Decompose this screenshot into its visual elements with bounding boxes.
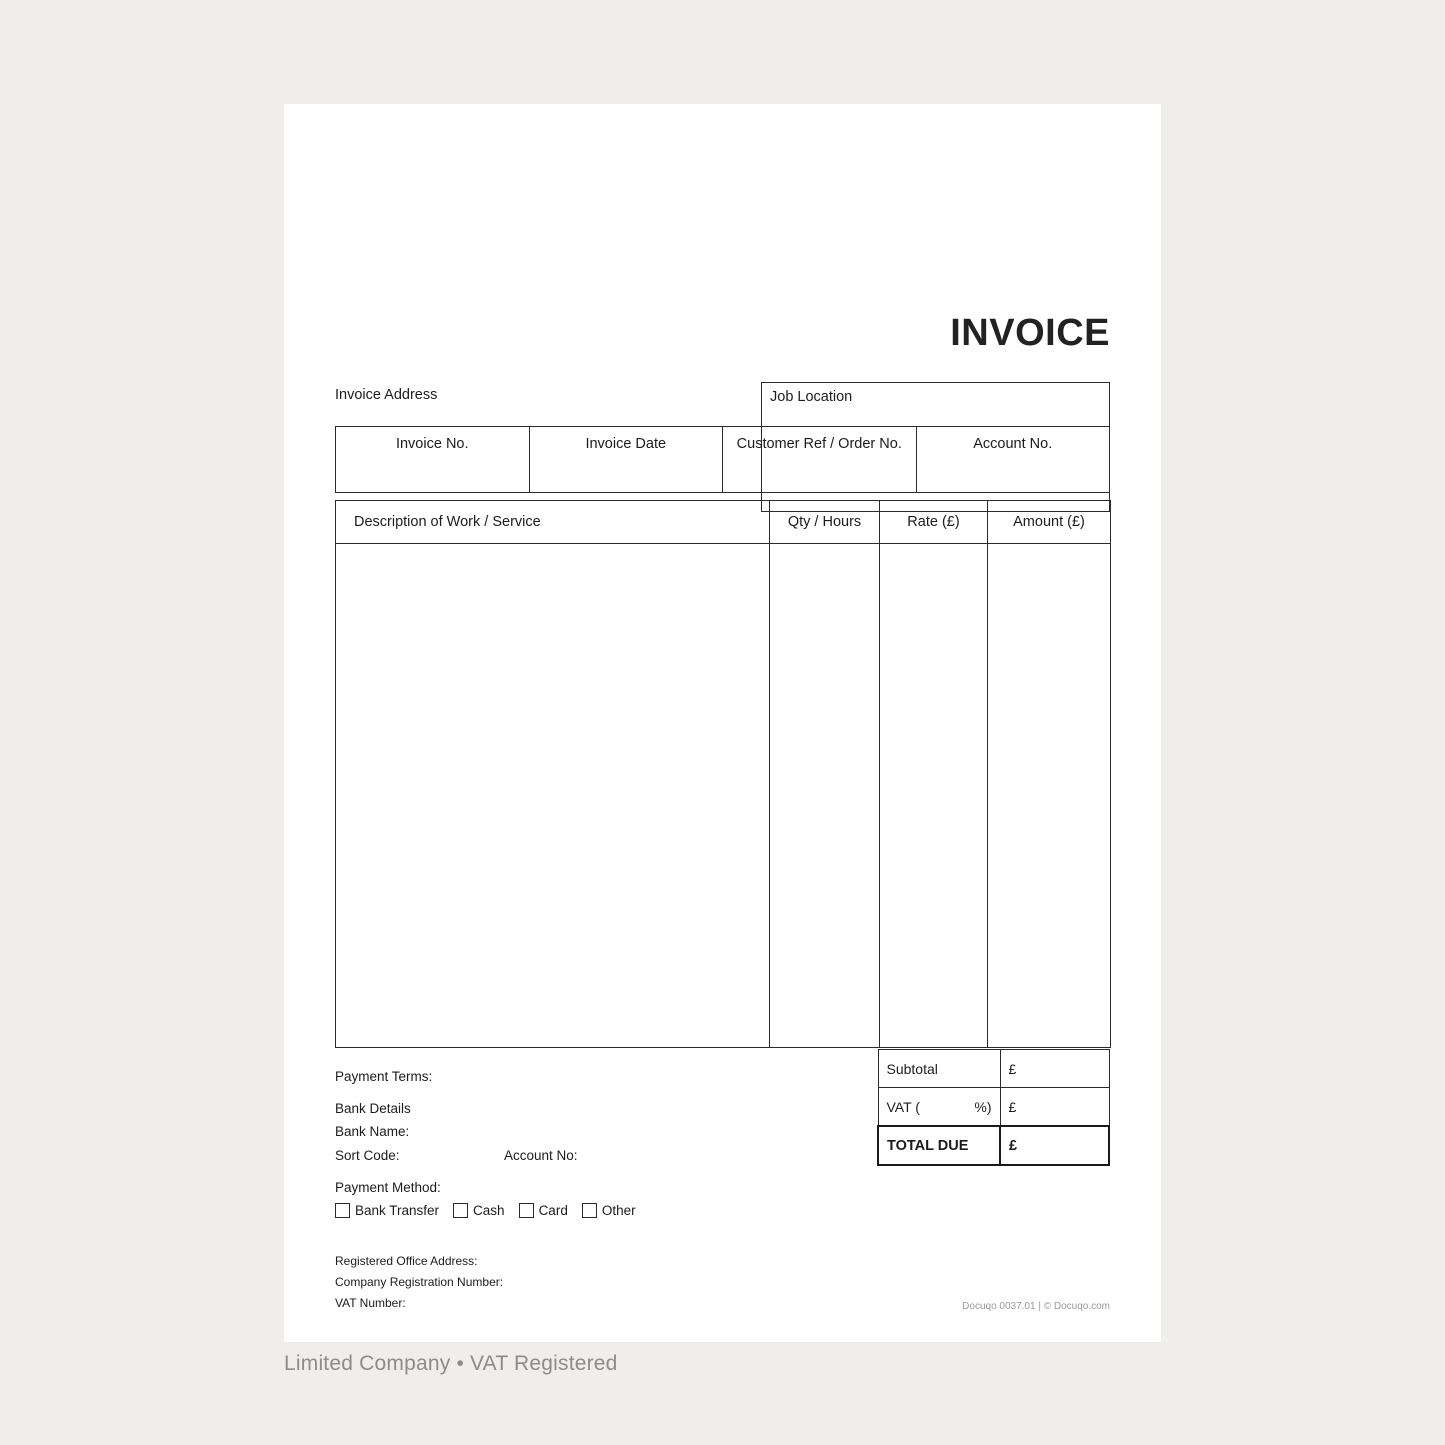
checkbox-icon[interactable] bbox=[582, 1203, 597, 1218]
payment-option-label: Cash bbox=[473, 1203, 505, 1218]
column-header-description: Description of Work / Service bbox=[336, 501, 770, 544]
table-row bbox=[336, 427, 1110, 493]
totals-table bbox=[877, 1049, 1110, 1166]
vat-value[interactable]: £ bbox=[1000, 1088, 1109, 1127]
column-header-qty: Qty / Hours bbox=[770, 501, 880, 544]
bank-details-label: Bank Details bbox=[335, 1101, 411, 1116]
page-title: INVOICE bbox=[950, 312, 1110, 354]
vat-label-left: VAT ( bbox=[886, 1098, 920, 1115]
table-header-row bbox=[336, 501, 1111, 544]
vat-number-label: VAT Number: bbox=[335, 1296, 406, 1311]
company-registration-label: Company Registration Number: bbox=[335, 1275, 504, 1290]
registered-office-label: Registered Office Address: bbox=[335, 1254, 478, 1268]
meta-cell-customer-ref[interactable]: Customer Ref / Order No. bbox=[723, 427, 917, 493]
table-row bbox=[878, 1088, 1109, 1127]
account-no-label: Account No: bbox=[504, 1148, 578, 1163]
payment-terms-label: Payment Terms: bbox=[335, 1069, 433, 1084]
payment-option-bank-transfer[interactable] bbox=[335, 1203, 439, 1218]
checkbox-icon[interactable] bbox=[453, 1203, 468, 1218]
docuqo-credit: Docuqo 0037.01 | © Docuqo.com bbox=[962, 1301, 1110, 1312]
invoice-address-label: Invoice Address bbox=[335, 387, 438, 403]
subtotal-value[interactable]: £ bbox=[1000, 1050, 1109, 1088]
sort-code-label: Sort Code: bbox=[335, 1148, 400, 1163]
checkbox-icon[interactable] bbox=[519, 1203, 534, 1218]
items-body-amount[interactable] bbox=[988, 544, 1111, 1048]
bank-name-label: Bank Name: bbox=[335, 1124, 410, 1139]
items-body-description[interactable] bbox=[336, 544, 770, 1048]
payment-option-card[interactable] bbox=[519, 1203, 568, 1218]
vat-label[interactable] bbox=[878, 1088, 1000, 1127]
table-row bbox=[336, 544, 1111, 1048]
invoice-page bbox=[284, 104, 1161, 1342]
payment-option-other[interactable] bbox=[582, 1203, 636, 1218]
meta-cell-invoice-date[interactable]: Invoice Date bbox=[529, 427, 723, 493]
vat-label-right: %) bbox=[974, 1098, 992, 1115]
payment-option-cash[interactable] bbox=[453, 1203, 505, 1218]
payment-option-label: Other bbox=[601, 1203, 636, 1218]
invoice-meta-table bbox=[335, 426, 1110, 493]
total-due-value[interactable]: £ bbox=[1000, 1126, 1109, 1165]
subtotal-label: Subtotal bbox=[878, 1050, 1000, 1088]
total-due-label: TOTAL DUE bbox=[878, 1126, 1000, 1165]
meta-cell-account-no[interactable]: Account No. bbox=[916, 427, 1110, 493]
payment-method-label: Payment Method: bbox=[335, 1180, 441, 1195]
invoice-content bbox=[335, 104, 1110, 1342]
table-row bbox=[878, 1050, 1109, 1088]
payment-method-options bbox=[335, 1203, 650, 1218]
column-header-rate: Rate (£) bbox=[880, 501, 988, 544]
line-items-table bbox=[335, 500, 1111, 1048]
meta-cell-invoice-no[interactable]: Invoice No. bbox=[336, 427, 530, 493]
items-body-rate[interactable] bbox=[880, 544, 988, 1048]
job-location-label: Job Location bbox=[770, 389, 853, 405]
column-header-amount: Amount (£) bbox=[988, 501, 1111, 544]
checkbox-icon[interactable] bbox=[335, 1203, 350, 1218]
items-body-qty[interactable] bbox=[770, 544, 880, 1048]
page-caption: Limited Company • VAT Registered bbox=[284, 1352, 618, 1375]
payment-option-label: Bank Transfer bbox=[355, 1203, 440, 1218]
payment-option-label: Card bbox=[538, 1203, 568, 1218]
table-row-total bbox=[878, 1126, 1109, 1165]
registration-details bbox=[335, 1251, 503, 1314]
